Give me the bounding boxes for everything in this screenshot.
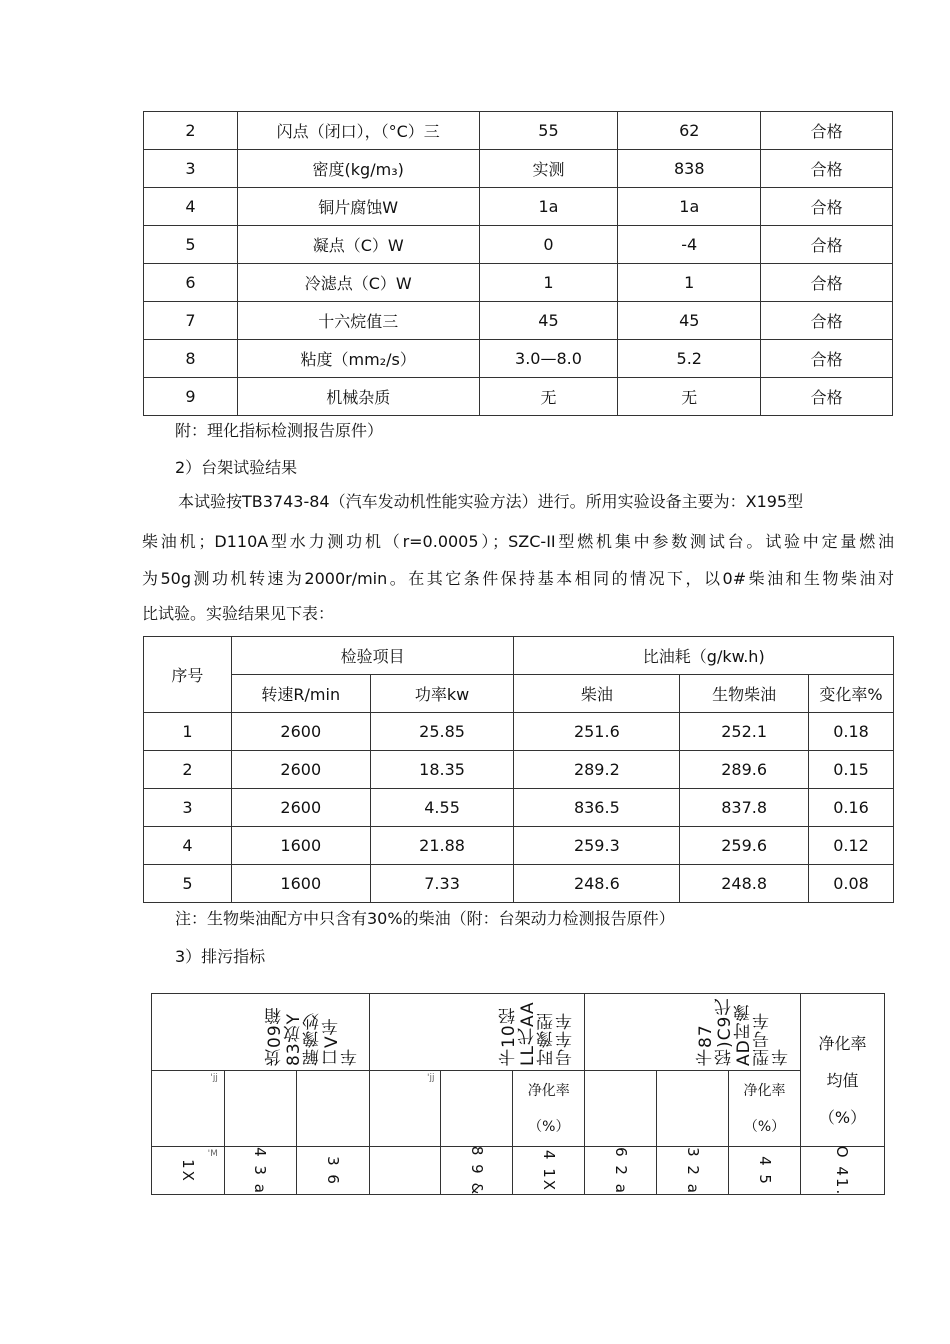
table-cell: 1 (479, 264, 618, 302)
table-cell: 0.16 (809, 789, 894, 827)
table-cell: 251.6 (514, 713, 680, 751)
header-power: 功率kw (370, 675, 514, 713)
emission-table (151, 993, 885, 1195)
table-cell: 2600 (231, 751, 370, 789)
table-row (144, 378, 893, 416)
bench-test-table (143, 636, 894, 903)
table-cell: 289.6 (680, 751, 809, 789)
sub-purification-rate: 净化率（%） (729, 1071, 801, 1147)
value-cell: 4 1X (513, 1147, 585, 1195)
table-row (144, 340, 893, 378)
table-cell: 9 (144, 378, 238, 416)
blank-cell (585, 1071, 657, 1147)
table-cell: 冷滤点（C）W (237, 264, 479, 302)
table-cell: 合格 (761, 378, 893, 416)
table-cell: 7.33 (370, 865, 514, 903)
table-cell: 闪点（闭口），（°C）三 (237, 112, 479, 150)
table-row (144, 150, 893, 188)
blank-cell: 'jj (369, 1071, 441, 1147)
table-cell: 无 (618, 378, 761, 416)
table-cell: 25.85 (370, 713, 514, 751)
table-cell: 合格 (761, 340, 893, 378)
table-row (144, 713, 894, 751)
table-row (144, 302, 893, 340)
table-cell: 合格 (761, 226, 893, 264)
table-cell: 密度(kg/m₃) (237, 150, 479, 188)
header-biodiesel: 生物柴油 (680, 675, 809, 713)
table-cell: 0.08 (809, 865, 894, 903)
table-cell: 机械杂质 (237, 378, 479, 416)
table-cell: 45 (618, 302, 761, 340)
paragraph-line-4: 比试验。实验结果见下表： (142, 604, 335, 623)
table-cell: 5.2 (618, 340, 761, 378)
value-cell: 8 9 & (441, 1147, 513, 1195)
table-cell: 3 (144, 789, 232, 827)
header-item: 检验项目 (231, 637, 514, 675)
blank-cell (657, 1071, 729, 1147)
table-cell: 1600 (231, 827, 370, 865)
table-row (144, 188, 893, 226)
table-cell: 1a (618, 188, 761, 226)
value-cell: O 41. (801, 1147, 885, 1195)
table-cell: 1a (479, 188, 618, 226)
paragraph-line-3: 为50g测功机转速为2000r/min。在其它条件保持基本相同的情况下，以0#柴油和生物柴油对 (142, 569, 894, 588)
table-cell: 铜片腐蚀W (237, 188, 479, 226)
table-cell: 2600 (231, 789, 370, 827)
value-cell: 6 2 a (585, 1147, 657, 1195)
table-cell: 45 (479, 302, 618, 340)
header-change-rate: 变化率% (809, 675, 894, 713)
table-cell: 62 (618, 112, 761, 150)
header-average-purification: 净化率均值（%） (801, 994, 885, 1147)
table-row (144, 827, 894, 865)
table-cell: 0.18 (809, 713, 894, 751)
table-cell: 实测 (479, 150, 618, 188)
table-cell: 18.35 (370, 751, 514, 789)
table-cell: 合格 (761, 150, 893, 188)
vehicle-header-1: 货09箱 83放Y 解豫妙 口V车 车 (152, 994, 370, 1071)
value-cell: 4 3 a (224, 1147, 296, 1195)
table-cell: 2 (144, 112, 238, 150)
table-row (144, 865, 894, 903)
table-cell: 0.12 (809, 827, 894, 865)
table-cell: 838 (618, 150, 761, 188)
table-cell: 259.6 (680, 827, 809, 865)
table-cell: 252.1 (680, 713, 809, 751)
table-row (144, 226, 893, 264)
table-cell: 5 (144, 226, 238, 264)
table-cell: 1 (144, 713, 232, 751)
value-cell: 4 5 (729, 1147, 801, 1195)
blank-cell (224, 1071, 296, 1147)
header-seq: 序号 (144, 637, 232, 713)
table-row (144, 789, 894, 827)
table-cell: 4 (144, 827, 232, 865)
table-cell: 2600 (231, 713, 370, 751)
table-cell: 837.8 (680, 789, 809, 827)
paragraph-line-2: 柴油机；D110A型水力测功机（r=0.0005）；SZC-II型燃机集中参数测试台。试验中定量燃油 (142, 532, 894, 551)
table-cell: 3.0—8.0 (479, 340, 618, 378)
table-cell: 1600 (231, 865, 370, 903)
table-cell: 259.3 (514, 827, 680, 865)
table-cell: 十六烷值三 (237, 302, 479, 340)
table-cell: 21.88 (370, 827, 514, 865)
table-cell: 55 (479, 112, 618, 150)
header-fuel-consumption: 比油耗（g/kw.h) (514, 637, 894, 675)
table-cell: 4 (144, 188, 238, 226)
vehicle-header-2: 卡10轻 LL代AA 时豫型 号车车 (369, 994, 585, 1071)
note-report-1: 附：理化指标检测报告原件） (175, 421, 384, 440)
value-cell (369, 1147, 441, 1195)
table-cell: 粘度（mm₂/s） (237, 340, 479, 378)
section-heading-2: 2）台架试验结果 (175, 458, 298, 477)
table-row (144, 112, 893, 150)
header-diesel: 柴油 (514, 675, 680, 713)
table-cell: 6 (144, 264, 238, 302)
table-cell: 4.55 (370, 789, 514, 827)
table-cell: 836.5 (514, 789, 680, 827)
value-cell: 1X 'M (152, 1147, 225, 1195)
table-cell: 合格 (761, 188, 893, 226)
table-cell: 无 (479, 378, 618, 416)
table-cell: 7 (144, 302, 238, 340)
table-cell: 凝点（C）W (237, 226, 479, 264)
table-cell: 248.6 (514, 865, 680, 903)
table-cell: 合格 (761, 264, 893, 302)
table-cell: 合格 (761, 112, 893, 150)
section-heading-3: 3）排污指标 (175, 947, 266, 966)
value-cell: 3 2 a (657, 1147, 729, 1195)
table-cell: 3 (144, 150, 238, 188)
table-cell: 248.8 (680, 865, 809, 903)
table-cell: 289.2 (514, 751, 680, 789)
table-cell: 8 (144, 340, 238, 378)
table-cell: 0.15 (809, 751, 894, 789)
blank-cell: 'jj (152, 1071, 225, 1147)
table-cell: -4 (618, 226, 761, 264)
table-cell: 2 (144, 751, 232, 789)
sub-purification-rate: 净化率（%） (513, 1071, 585, 1147)
blank-cell (296, 1071, 369, 1147)
property-table (143, 111, 893, 416)
header-speed: 转速R/min (231, 675, 370, 713)
vehicle-header-3: 卡87 轻)C9代 AD时豫 型号车 车 (585, 994, 801, 1071)
table-cell: 1 (618, 264, 761, 302)
note-report-2: 注：生物柴油配方中只含有30%的柴油（附：台架动力检测报告原件） (175, 909, 675, 928)
table-row (144, 751, 894, 789)
table-cell: 0 (479, 226, 618, 264)
value-cell: 3 6 (296, 1147, 369, 1195)
blank-cell (441, 1071, 513, 1147)
table-cell: 合格 (761, 302, 893, 340)
table-row (144, 264, 893, 302)
paragraph-line-1: 本试验按TB3743-84（汽车发动机性能实验方法）进行。所用实验设备主要为：X195型 (178, 492, 804, 511)
table-cell: 5 (144, 865, 232, 903)
